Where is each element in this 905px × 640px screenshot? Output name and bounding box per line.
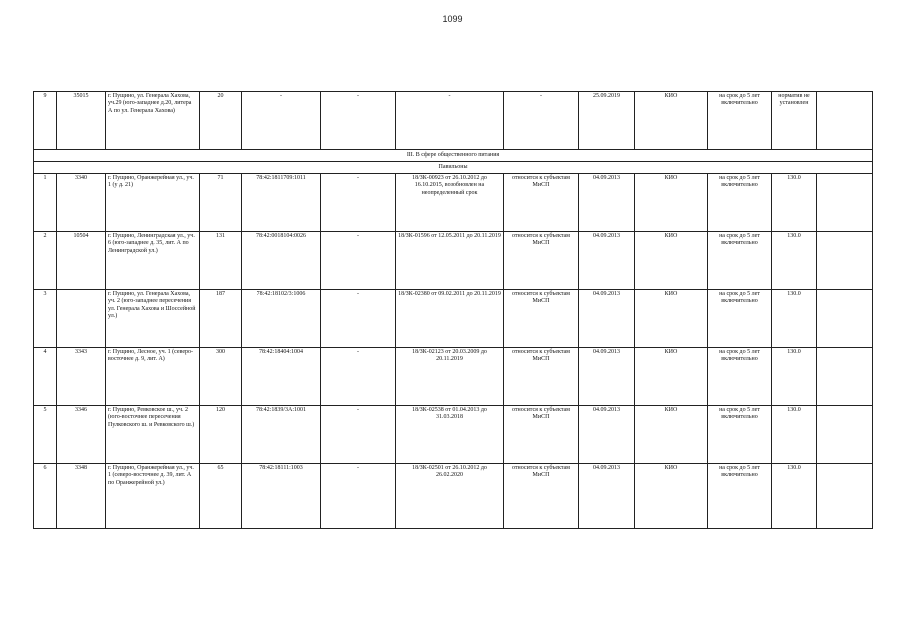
cell-status: относится к субъектам МиСП (504, 406, 579, 464)
cell-code: 3348 (57, 464, 106, 529)
cell-col5: - (321, 174, 396, 232)
table-row (34, 406, 873, 464)
cell-code: 3346 (57, 406, 106, 464)
section-title: III. В сфере общественного питания (34, 150, 873, 162)
cell-address: г. Пущино, Оранжерейная ул., уч. 1 (северо-восточнее д. 39, лит. А по Оранжерейной ул.) (106, 464, 200, 529)
subsection-title: Павильоны (34, 162, 873, 174)
cell-address: г. Пущино, Лесное, уч. 1 (северо-восточнее д. 9, лит. А) (106, 348, 200, 406)
cell-col5: - (321, 348, 396, 406)
cell-address: г. Пущино, Ревковское ш., уч. 2 (юго-восточнее пересечения Пулковского ш. и Ревковского ш.) (106, 406, 200, 464)
cell-fee: 130.0 (772, 464, 817, 529)
cell-fee: 130.0 (772, 348, 817, 406)
section-row (34, 150, 873, 162)
cell-col5: - (321, 232, 396, 290)
cell-extra (817, 406, 873, 464)
registry-body (34, 92, 873, 529)
cell-address: г. Пущино, Ленинградская ул., уч. 6 (юго-западнее д. 35, лит. А по Ленинградской ул.) (106, 232, 200, 290)
cell-area: 71 (200, 174, 242, 232)
cell-fee: 130.0 (772, 232, 817, 290)
cell-term: на срок до 5 лет включительно (708, 348, 772, 406)
cell-area: 65 (200, 464, 242, 529)
cell-status: - (504, 92, 579, 150)
table-row (34, 464, 873, 529)
cell-date: 25.09.2019 (579, 92, 635, 150)
cell-org: КИО (635, 348, 708, 406)
cell-cadastral: 78:42:0018104:0026 (242, 232, 321, 290)
cell-col5: - (321, 92, 396, 150)
cell-code: 3343 (57, 348, 106, 406)
registry-table (33, 91, 873, 529)
cell-cadastral: 78:42:18102/3:1006 (242, 290, 321, 348)
table-row (34, 232, 873, 290)
cell-fee: 130.0 (772, 290, 817, 348)
cell-number: 5 (34, 406, 57, 464)
cell-fee: 130.0 (772, 174, 817, 232)
cell-address: г. Пущино, Оранжерейная ул., уч. 1 (у д. 21) (106, 174, 200, 232)
cell-org: КИО (635, 232, 708, 290)
cell-area: 187 (200, 290, 242, 348)
cell-org: КИО (635, 406, 708, 464)
cell-area: 300 (200, 348, 242, 406)
cell-extra (817, 290, 873, 348)
cell-cadastral: 78:42:1839/3А:1001 (242, 406, 321, 464)
page-number: 1099 (442, 14, 463, 24)
cell-number: 1 (34, 174, 57, 232)
cell-number: 6 (34, 464, 57, 529)
cell-extra (817, 174, 873, 232)
table-row (34, 290, 873, 348)
cell-date: 04.09.2013 (579, 406, 635, 464)
cell-date: 04.09.2013 (579, 174, 635, 232)
cell-lease: 18/ЗК-02538 от 01.04.2013 до 31.03.2018 (396, 406, 504, 464)
cell-cadastral: 78:42:18404:1004 (242, 348, 321, 406)
cell-col5: - (321, 290, 396, 348)
cell-number: 3 (34, 290, 57, 348)
cell-extra (817, 464, 873, 529)
cell-number: 4 (34, 348, 57, 406)
cell-number: 2 (34, 232, 57, 290)
cell-term: на срок до 5 лет включительно (708, 290, 772, 348)
cell-lease: 18/ЗК-01596 от 12.05.2011 до 20.11.2019 (396, 232, 504, 290)
cell-term: на срок до 5 лет включительно (708, 92, 772, 150)
cell-term: на срок до 5 лет включительно (708, 406, 772, 464)
cell-code (57, 290, 106, 348)
cell-date: 04.09.2013 (579, 290, 635, 348)
cell-status: относится к субъектам МиСП (504, 174, 579, 232)
cell-org: КИО (635, 290, 708, 348)
cell-code: 10504 (57, 232, 106, 290)
cell-org: КИО (635, 174, 708, 232)
cell-date: 04.09.2013 (579, 464, 635, 529)
cell-address: г. Пущино, ул. Генерала Хахова, уч. 2 (юго-западнее пересечения ул. Генерала Хахова и Шоссейной ул.) (106, 290, 200, 348)
cell-cadastral: 78:42:18111:1003 (242, 464, 321, 529)
cell-extra (817, 92, 873, 150)
cell-lease: 18/ЗК-02380 от 09.02.2011 до 20.11.2019 (396, 290, 504, 348)
cell-extra (817, 348, 873, 406)
cell-lease: 18/ЗК-02123 от 20.03.2009 до 20.11.2019 (396, 348, 504, 406)
cell-status: относится к субъектам МиСП (504, 290, 579, 348)
cell-extra (817, 232, 873, 290)
cell-lease: - (396, 92, 504, 150)
cell-col5: - (321, 464, 396, 529)
table-row (34, 348, 873, 406)
cell-code: 3340 (57, 174, 106, 232)
cell-number: 9 (34, 92, 57, 150)
subsection-row (34, 162, 873, 174)
cell-lease: 18/ЗК-00923 от 26.10.2012 до 16.10.2015, возобновлен на неопределенный срок (396, 174, 504, 232)
cell-org: КИО (635, 92, 708, 150)
cell-fee: 130.0 (772, 406, 817, 464)
table-row (34, 92, 873, 150)
cell-term: на срок до 5 лет включительно (708, 232, 772, 290)
cell-status: относится к субъектам МиСП (504, 232, 579, 290)
cell-cadastral: - (242, 92, 321, 150)
cell-lease: 18/ЗК-02501 от 26.10.2012 до 26.02.2020 (396, 464, 504, 529)
cell-col5: - (321, 406, 396, 464)
table-row (34, 174, 873, 232)
cell-code: 35015 (57, 92, 106, 150)
cell-fee: норматив не установлен (772, 92, 817, 150)
cell-date: 04.09.2013 (579, 232, 635, 290)
cell-status: относится к субъектам МиСП (504, 348, 579, 406)
cell-area: 20 (200, 92, 242, 150)
cell-area: 120 (200, 406, 242, 464)
cell-status: относится к субъектам МиСП (504, 464, 579, 529)
cell-cadastral: 78:42:1811709:1011 (242, 174, 321, 232)
cell-term: на срок до 5 лет включительно (708, 174, 772, 232)
cell-area: 131 (200, 232, 242, 290)
cell-term: на срок до 5 лет включительно (708, 464, 772, 529)
cell-date: 04.09.2013 (579, 348, 635, 406)
cell-address: г. Пущино, ул. Генерала Хахова, уч.29 (юго-западнее д.20, литера А по ул. Генерала Хахова) (106, 92, 200, 150)
cell-org: КИО (635, 464, 708, 529)
